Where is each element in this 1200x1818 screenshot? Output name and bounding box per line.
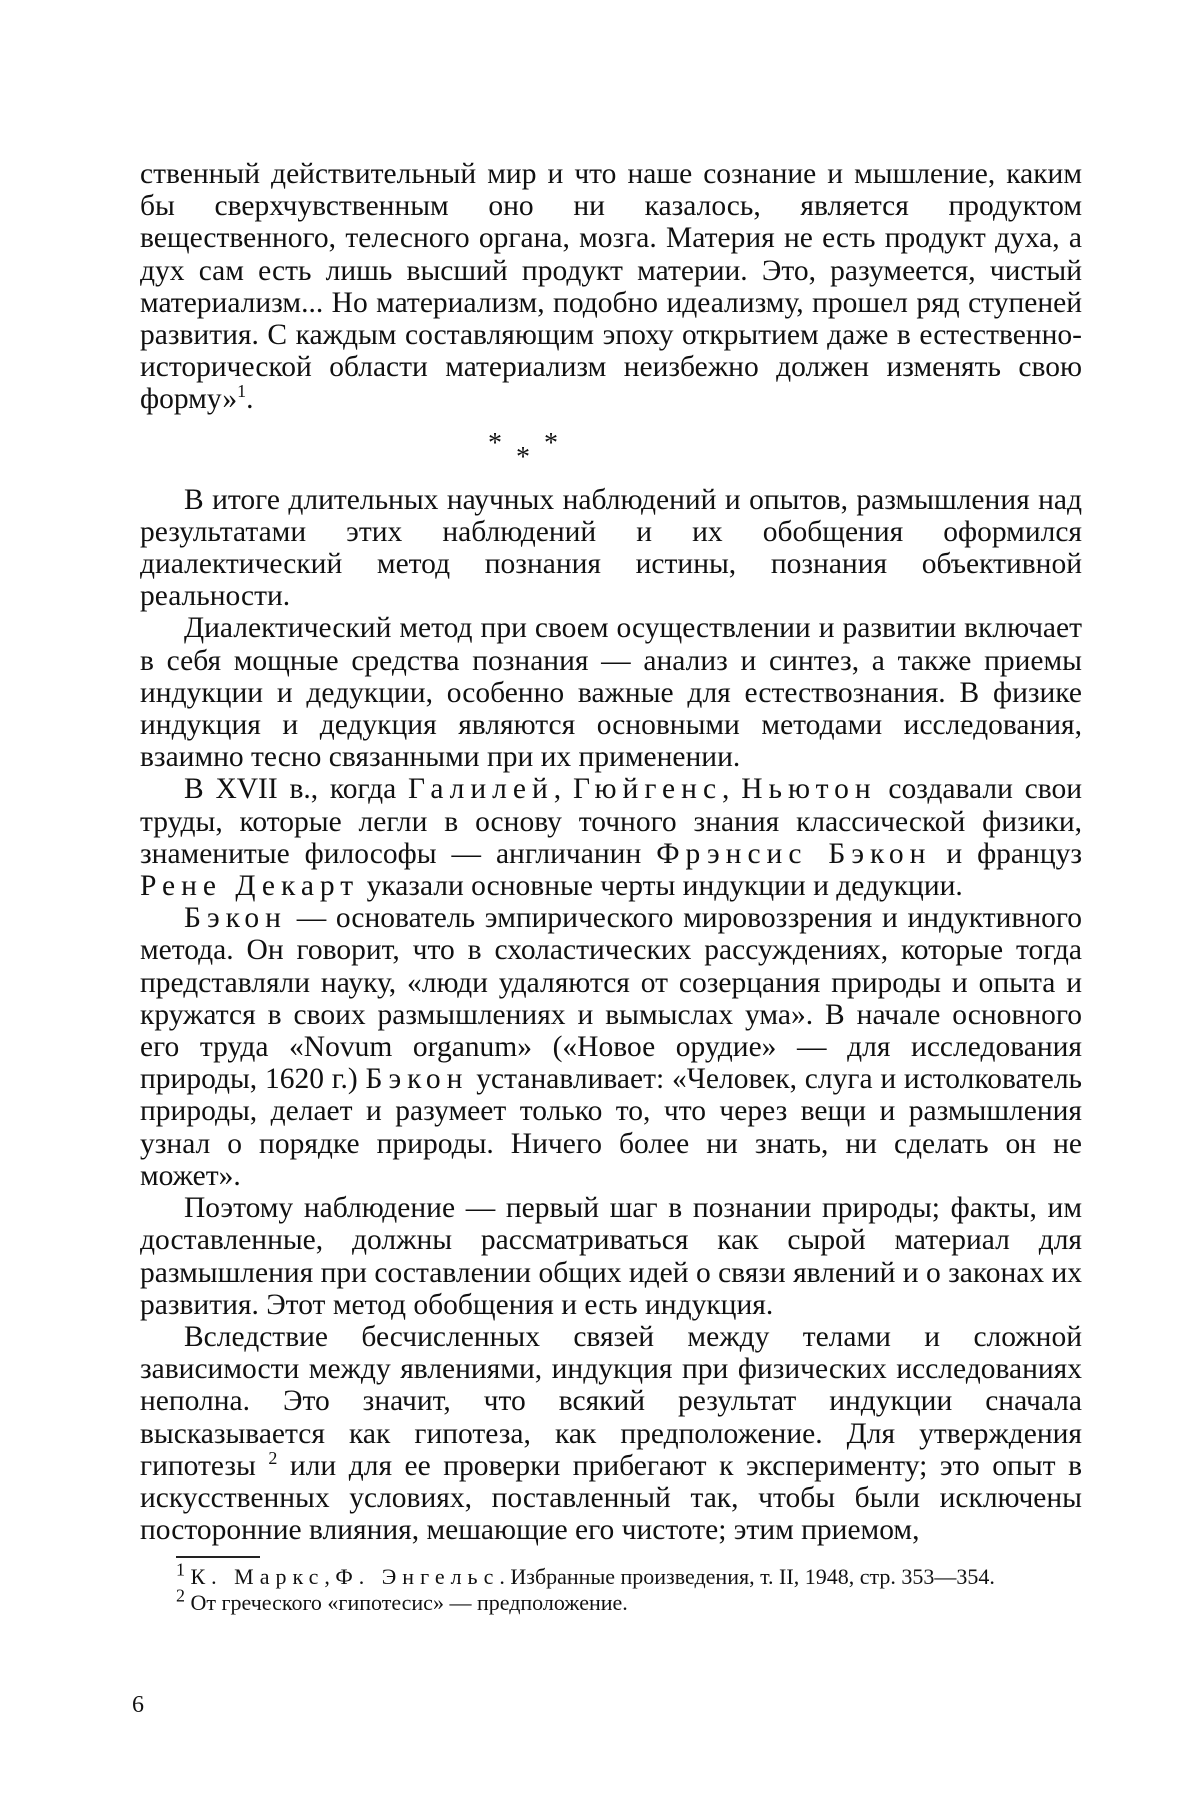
footnote-ref-1: 1 <box>237 381 247 402</box>
page-body <box>140 158 1082 1616</box>
paragraph-1-end: . <box>246 383 254 416</box>
footnote-2-text: От греческого «гипотесис» — предположение. <box>190 1590 628 1616</box>
paragraph-1 <box>140 158 1082 416</box>
name-francis-bacon: Фрэнсис Бэкон <box>656 837 932 870</box>
page-number: 6 <box>132 1692 144 1718</box>
paragraph-5-text-b: устанавливает: «Человек, слуга и истолкователь природы, делает и разумеет только то, что через вещи и размышления узнал о порядке природы. Ничего более ни знать, ни сделать он не может». <box>140 1063 1082 1192</box>
footnote-2-mark: 2 <box>176 1586 185 1606</box>
name-newton: Ньютон <box>741 773 877 806</box>
footnote-ref-2: 2 <box>268 1447 278 1468</box>
footnote-1-author-engels: Ф. Энгельс <box>335 1564 500 1590</box>
name-bacon-1: Бэкон <box>184 902 287 935</box>
paragraph-7 <box>140 1321 1082 1546</box>
paragraph-4-text-d: создавали свои труды, которые легли в основу точного знания классической физики, знаменитые философы — англичанин <box>140 773 1082 870</box>
paragraph-1-text: ственный действительный мир и что наше сознание и мышление, каким бы сверхчувственным оно ни казалось, является продуктом вещественного, телесного органа, мозга. Материя не есть продукт духа, а дух сам есть лишь высший продукт материи. Это, разумеется, чистый материализм... Но материализм, подобно идеализму, прошел ряд ступеней развития. С каждым составляющим эпоху открытием даже в естественно-исторической области материализм неизбежно должен изменять свою форму» <box>140 158 1082 416</box>
footnote-divider <box>176 1556 260 1558</box>
paragraph-4-text-e: и француз <box>931 837 1083 870</box>
paragraph-7-text-a: Вследствие бесчисленных связей между телами и сложной зависимости между явлениями, индукция при физических исследованиях неполна. Это значит, что всякий результат индукции сначала высказывается как гипотеза, как предположение. Для утверждения гипотезы <box>140 1320 1082 1482</box>
paragraph-4-text-a: В XVII в., когда <box>184 773 408 806</box>
footnote-1 <box>140 1560 1082 1590</box>
paragraph-6: Поэтому наблюдение — первый шаг в познании природы; факты, им доставленные, должны рассматриваться как сырой материал для размышления при составлении общих идей о связи явлений и о законах их развития. Этот метод обобщения и есть индукция. <box>140 1192 1082 1321</box>
footnote-1-separator: , <box>324 1564 336 1590</box>
footnote-1-author-marx: К. Маркс <box>190 1564 325 1590</box>
footnote-2 <box>140 1586 1082 1616</box>
name-huygens: Гюйгенс <box>572 773 723 806</box>
paragraph-3: Диалектический метод при своем осуществлении и развитии включает в себя мощные средства познания — анализ и синтез, а также приемы индукции и дедукции, особенно важные для естествознания. В физике индукция и дедукция являются основными методами исследования, взаимно тесно связанными при их применении. <box>140 612 1082 774</box>
footnote-1-text: . Избранные произведения, т. II, 1948, стр. 353—354. <box>499 1564 995 1590</box>
section-separator-asterisks <box>140 422 1082 484</box>
asterisk-right: * <box>544 427 558 459</box>
paragraph-4-text-f: указали основные черты индукции и дедукции. <box>359 870 963 903</box>
paragraph-2: В итоге длительных научных наблюдений и опытов, размышления над результатами этих наблюдений и их обобщения оформился диалектический метод познания истины, познания объективной реальности. <box>140 483 1082 613</box>
paragraph-5-text-a: — основатель эмпирического мировоззрения и индуктивного метода. Он говорит, что в схоластических рассуждениях, которые тогда представляли науку, «люди удаляются от созерцания природы и опыта и кружатся в своих размышлениях и вымыслах ума». В начале основного его труда «Novum organum» («Новое орудие» — для исследования природы, 1620 г.) <box>140 902 1082 1096</box>
paragraph-4-text-b: , <box>553 773 573 806</box>
asterisk-left: * <box>488 427 502 459</box>
name-rene-descartes: Рене Декарт <box>140 870 360 903</box>
paragraph-5 <box>140 902 1082 1192</box>
name-bacon-2: Бэкон <box>365 1063 469 1096</box>
paragraph-4 <box>140 773 1082 902</box>
paragraph-7-text-b: или для ее проверки прибегают к эксперименту; это опыт в искусственных условиях, поставленный так, чтобы были исключены посторонние влияния, мешающие его чистоте; этим приемом, <box>140 1449 1082 1547</box>
footnote-1-mark: 1 <box>176 1560 185 1580</box>
name-galilei: Галилей <box>408 773 554 806</box>
asterisk-middle: * <box>516 441 530 473</box>
paragraph-4-text-c: , <box>722 773 742 806</box>
